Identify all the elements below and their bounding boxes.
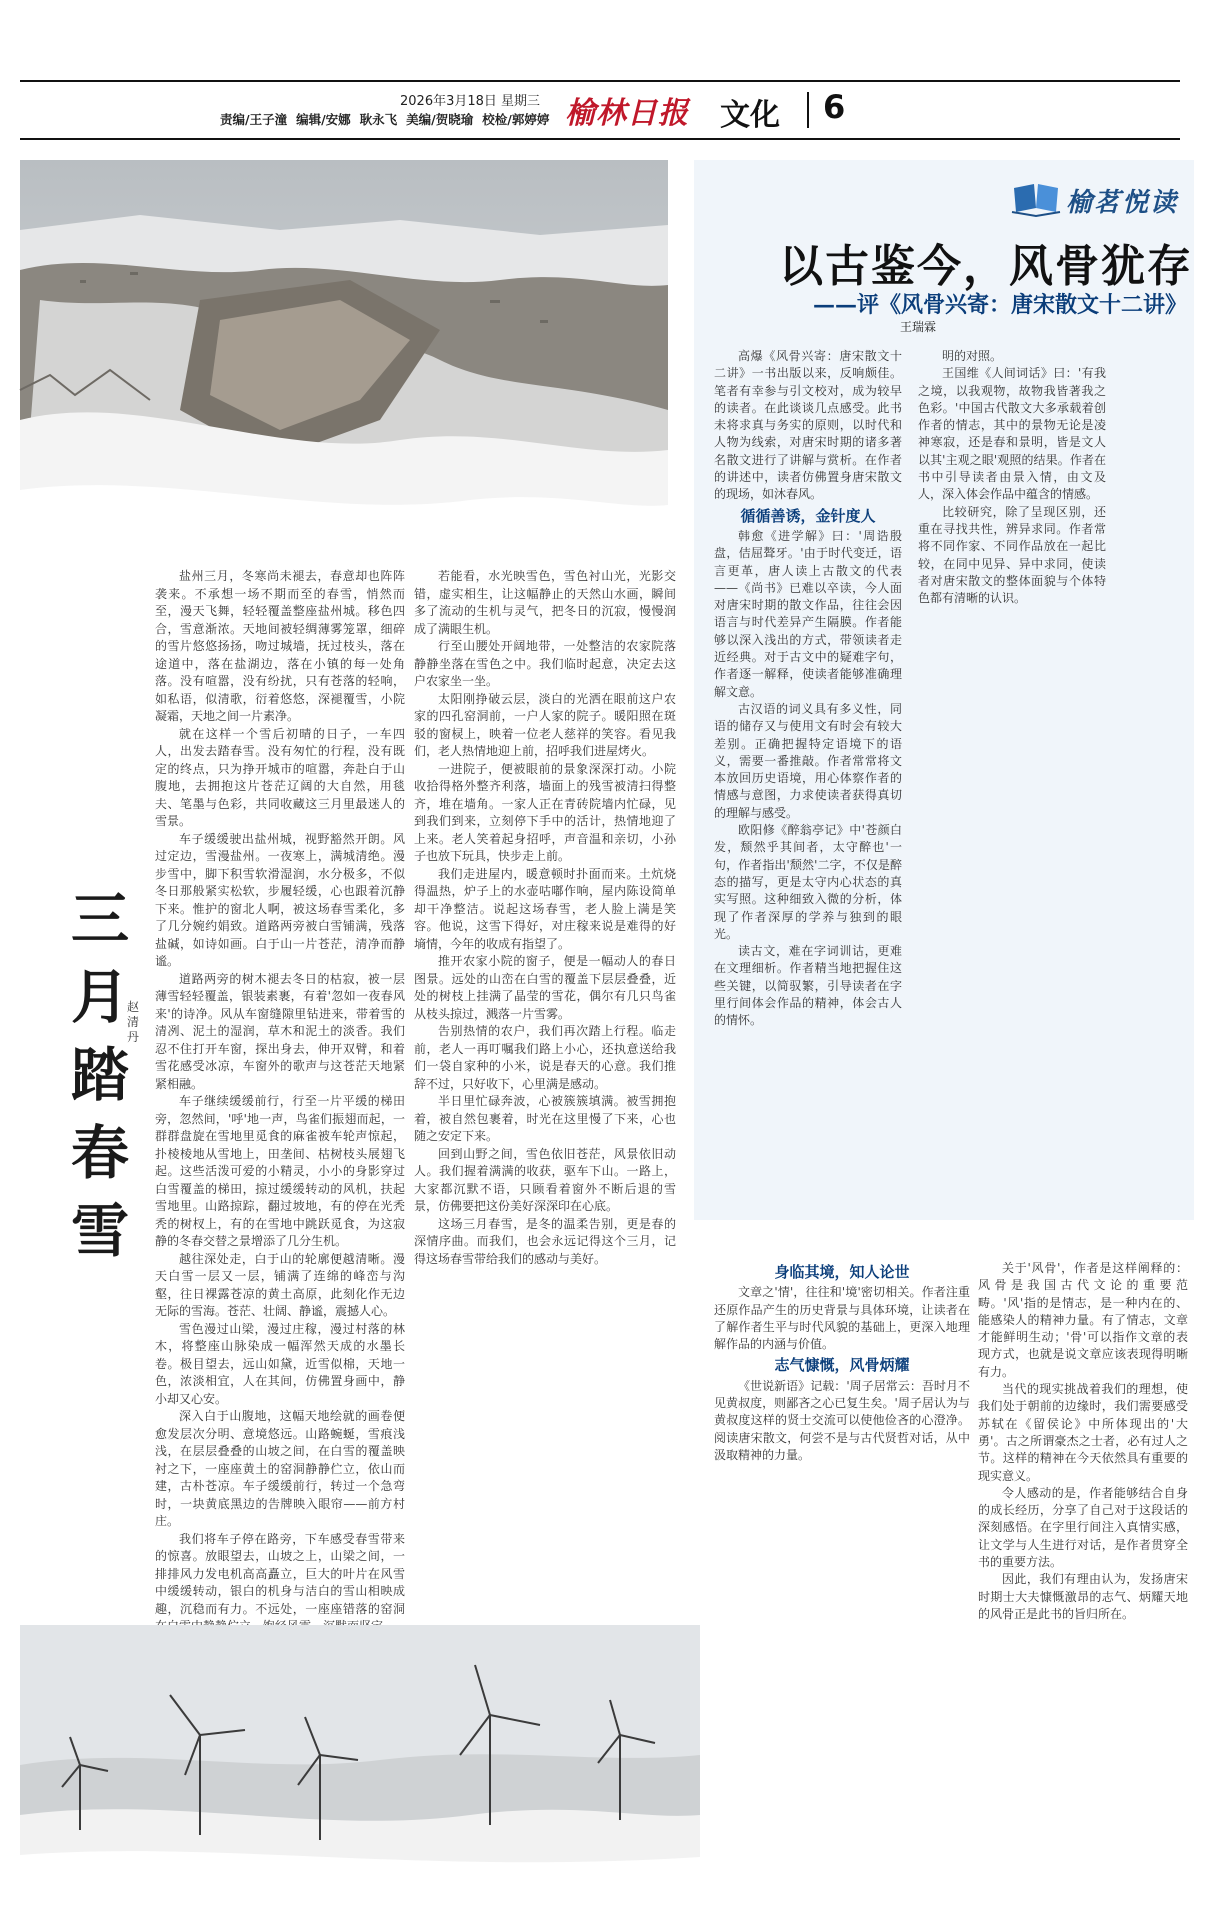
staff-credit: 责编/王子潼 xyxy=(220,112,288,127)
wind-turbines-illustration xyxy=(20,1625,700,1903)
story-paragraph: 我们走进屋内，暖意顿时扑面而来。土炕烧得温热，炉子上的水壶咕嘟作响，屋内陈设简单却干净整洁。说起这场春雪，老人脸上满是笑容。他说，这雪下得好，对庄稼来说是难得的好墒情，今年的收成有指望了。 xyxy=(414,866,676,951)
story-paragraph: 车子缓缓驶出盐州城，视野豁然开朗。风过定边，雪漫盐州。一夜寒上，满城清绝。漫步雪中，脚下积雪软滑湿润，水分极多，不似冬日那般紧实松软，步履轻缓，心也跟着沉静下来。惟护的窗北人啊，被这场春雪柔化，多了几分婉约娟致。道路两旁被白雪铺满，残落盐碱，如诗如画。白于山一片苍茫，清净而静谧。 xyxy=(155,831,405,968)
masthead-logo: 榆林日报 xyxy=(565,96,689,131)
header-rule-top xyxy=(20,80,1180,82)
main-story-title: 三月踏春雪 xyxy=(70,885,129,1265)
review-paragraph: 比较研究，除了呈现区别，还重在寻找共性，辨异求同。作者常将不同作家、不同作品放在一起比较，在同中见异、异中求同，使读者对唐宋散文的整体面貌与个体特色都有清晰的认识。 xyxy=(918,504,1106,606)
review-paragraph: 当代的现实挑战着我们的理想，使我们处于朝前的边缘时，我们需要感受苏轼在《留侯论》中所体现出的'大勇'。古之所谓豪杰之士者，必有过人之节。这样的精神在今天依然具有重要的现实意义。 xyxy=(978,1382,1188,1483)
review-subheading: 循循善诱，金针度人 xyxy=(740,506,876,525)
story-paragraph: 太阳刚挣破云层，淡白的光洒在眼前这户农家的四孔窑洞前，一户人家的院子。暖阳照在斑驳的窗棂上，映着一位老人慈祥的笑容。看见我们，老人热情地迎上前，招呼我们进屋烤火。 xyxy=(414,691,676,758)
review-paragraph: 高爆《风骨兴寄：唐宋散文十二讲》一书出版以来，反响颇佳。笔者有幸参与引文校对，成为较早的读者。在此谈谈几点感受。此书未将求真与务实的原则，以时代和人物为线索，对唐宋时期的诸多著名散文进行了讲解与赏析。在作者的讲述中，读者仿佛置身唐宋散文的现场，如沐春风。 xyxy=(714,349,902,502)
main-story-author: 赵清丹 xyxy=(126,1000,139,1044)
review-paragraph: 读古文，难在字词训诂，更难在文理细析。作者精当地把握住这些关键，以简驭繁，引导读者在字里行间体会作品的精神，体会古人的情怀。 xyxy=(714,944,902,1028)
review-paragraph: 文章之'情'，往往和'境'密切相关。作者注重还原作品产生的历史背景与具体环境，让读者在了解作者生平与时代风貌的基础上，更深入地理解作品的内涵与价值。 xyxy=(714,1285,970,1352)
review-paragraph: 欧阳修《醉翁亭记》中'苍颜白发，颓然乎其间者，太守醉也'一句，作者指出'颓然'二字，不仅是醉态的描写，更是太守内心状态的真实写照。这种细致入微的分析，体现了作者深厚的学养与独到的眼光。 xyxy=(714,823,902,941)
story-paragraph: 推开农家小院的窗子，便是一幅动人的春日图景。远处的山峦在白雪的覆盖下层层叠叠，近处的树枝上挂满了晶莹的雪花，偶尔有几只鸟雀从枝头掠过，溅落一片雪雾。 xyxy=(414,954,676,1021)
story-paragraph: 我们将车子停在路旁，下车感受春雪带来的惊喜。放眼望去，山坡之上，山梁之间，一排排风力发电机高高矗立，巨大的叶片在风雪中缓缓转动，银白的机身与洁白的雪山相映成趣，沉稳而有力。不远处，一座座错落的窑洞 xyxy=(155,1531,405,1616)
review-paragraph: 王国维《人间词话》曰：'有我之境，以我观物，故物我皆著我之色彩。'中国古代散文大多承载着创作者的情志，其中的景物无论是凌神寒寂，还是春和景明，皆是文人以其'主观之眼'观照的结果。作者在书中引导读者由景入情，由文及人，深入体会作品中蕴含的情感。 xyxy=(918,366,1106,502)
review-subtitle: ——评《风骨兴寄：唐宋散文十二讲》 xyxy=(812,292,1187,318)
story-paragraph: 告别热情的农户，我们再次踏上行程。临走前，老人一再叮嘱我们路上小心，还执意送给我们一袋自家种的小米，说是春天的心意。我们推辞不过，只好收下，心里满是感动。 xyxy=(414,1024,676,1091)
header-divider xyxy=(807,92,809,128)
book-icon xyxy=(1008,178,1064,218)
column-logo xyxy=(1008,178,1198,218)
column-logo-text: 榆茗悦读 xyxy=(1066,188,1179,218)
wind-turbine-snow-photo xyxy=(20,1625,700,1903)
review-subheading: 身临其境，知人论世 xyxy=(774,1263,910,1281)
staff-credits xyxy=(220,110,558,128)
story-paragraph: 行至山腰处开阔地带，一处整洁的农家院落静静坐落在雪色之中。我们临时起意，决定去这户农家坐一坐。 xyxy=(414,639,676,688)
story-paragraph: 回到山野之间，雪色依旧苍茫，风景依旧动人。我们握着满满的收获，驱车下山。一路上，大家都沉默不语，只顾看着窗外不断后退的雪景，仿佛要把这份美好深深印在心底。 xyxy=(414,1146,676,1213)
snow-landscape-photo xyxy=(20,160,668,560)
story-paragraph: 车子继续缓缓前行，行至一片平缓的梯田旁，忽然间，'呼'地一声，鸟雀们振翅而起，一群群盘旋在雪地里觅食的麻雀被车轮声惊起，扑棱棱地从雪地上，田垄间、枯树枝头展翅飞起。这些活泼可爱的小精灵，小小的身影穿过白雪覆盖的梯田，掠过缓缓转动的风机，扶起雪地里。山路掠踪，翻过坡地，有的停在光秃秃的树杈上，有的在雪地中跳跃觅食，为这寂静的冬春交替之景增添了几分生机。 xyxy=(155,1094,405,1248)
story-paragraph: 若能看，水光映雪色，雪色衬山光，光影交错，虚实相生，让这幅静止的天然山水画，瞬间多了流动的生机与灵气，把冬日的沉寂，慢慢润成了满眼生机。 xyxy=(414,569,676,636)
issue-date: 2026年3月18日 星期三 xyxy=(400,94,541,109)
header-rule-bottom xyxy=(20,138,1180,140)
review-column-4 xyxy=(978,1260,1188,1900)
review-paragraph: 韩愈《进学解》曰：'周诰殷盘，佶屈聱牙。'由于时代变迁，语言更革，唐人读上古散文的代表——《尚书》已难以卒读，今人面对唐宋时期的散文作品，往往会因语言与时代差异产生隔膜。作者能够以深入浅出的方式，带领读者走近经典。对于古文中的疑难字句，作者逐一解释，使读者能够准确理解文意。 xyxy=(714,528,902,699)
page-number: 6 xyxy=(823,88,846,126)
story-paragraph: 就在这样一个雪后初晴的日子，一车四人，出发去踏春雪。没有匆忙的行程，没有既定的终点，只为挣开城市的喧嚣，奔赴白于山腹地，去拥抱这片苍茫辽阔的大自然，用毯夫、笔墨与色彩，共同收藏这三月里最迷人的雪景。 xyxy=(155,726,405,828)
section-title: 文化 xyxy=(720,98,780,133)
review-paragraph: 古汉语的词义具有多义性，同语的储存又与使用文有时会有较大差别。正确把握特定语境下的语义，需要一番推敲。作者常常将文本放回历史语境，用心体察作者的情感与意图，力求使读者获得真切的理解与感受。 xyxy=(714,701,902,820)
story-paragraph: 一进院子，便被眼前的景象深深打动。小院收拾得格外整齐利落，墙面上的残雪被清扫得整齐，堆在墙角。一家人正在青砖院墙内忙碌，见到我们到来，立刻停下手中的活计，热情地迎了上来。老人笑着起身招呼，声音温和亲切，小孙子也放下玩具，快步走上前。 xyxy=(414,761,676,863)
review-paragraph: 《世说新语》记载：'周子居常云：吾时月不见黄叔度，则鄙吝之心已复生矣。'周子居认为与黄叔度这样的贤士交流可以使他俭吝的心澄净。阅读唐宋散文，何尝不是与古代贤哲对话，从中汲取精神的力量。 xyxy=(714,1378,970,1462)
staff-credit: 编辑/安娜 xyxy=(296,112,351,127)
staff-credit: 美编/贺晓瑜 xyxy=(406,112,474,127)
staff-credit: 耿永飞 xyxy=(359,112,398,127)
review-author: 王瑞霖 xyxy=(900,320,937,334)
main-story-column-1 xyxy=(155,568,405,1623)
story-paragraph: 盐州三月，冬寒尚未褪去，春意却也阵阵袭来。不承想一场不期而至的春雪，悄然而至，漫天飞舞，轻轻覆盖整座盐州城。移色四合，雪意渐浓。天地间被轻绸薄雾笼罩，细碎的雪片悠悠扬扬，吻过城墙，抚过枝头，落在途道中，落在盐湖边，落在小镇的每一处角落。没有喧嚣，没有纷扰，只有苍落的轻响，如私语，似清歌，衍着悠悠，深褪覆雪，小院凝霜，天地之间一片素净。 xyxy=(155,569,405,723)
snow-hills-illustration xyxy=(20,160,668,560)
review-column-2 xyxy=(918,348,1106,1248)
story-paragraph: 这场三月春雪，是冬的温柔告别，更是春的深情序曲。而我们，也会永远记得这个三月，记得这场春雪带给我们的感动与美好。 xyxy=(414,1216,676,1266)
review-paragraph: 明的对照。 xyxy=(942,349,1003,363)
review-title: 以古鉴今，风骨犹存 xyxy=(779,241,1193,292)
story-paragraph: 越往深处走，白于山的轮廓便越清晰。漫天白雪一层又一层，铺满了连绵的峰峦与沟壑，往日裸露苍凉的黄土高原，此刻化作无边无际的雪海。苍茫、壮阔、静谧，震撼人心。 xyxy=(155,1251,405,1318)
story-paragraph: 雪色漫过山梁，漫过庄稼，漫过村落的林木，将整座山脉染成一幅浑然天成的水墨长卷。极目望去，远山如黛，近雪似棉，天地一色，浓淡相宜，人在其间，仿佛置身画中，静小却又心安。 xyxy=(155,1321,405,1406)
main-story-column-2 xyxy=(414,568,676,1623)
review-paragraph: 关于'风骨'，作者是这样阐释的：风骨是我国古代文论的重要范畴。'风'指的是情志，是一种内在的、能感染人的精神力量。有了情志，文章才能鲜明生动；'骨'可以指作文章的表现方式，也就是说文章应该表现得明晰有力。 xyxy=(978,1261,1188,1379)
review-column-1 xyxy=(714,348,902,1248)
story-paragraph: 半日里忙碌奔波，心被簇簇填满。被雪拥抱着，被自然包裹着，时光在这里慢了下来，心也随之安定下来。 xyxy=(414,1094,676,1143)
story-paragraph: 深入白于山腹地，这幅天地绘就的画卷便愈发层次分明、意境悠远。山路蜿蜒，雪痕浅浅，在层层叠叠的山坡之间，在白雪的覆盖映衬之下，一座座黄土的窑洞静静伫立，依山而建，古朴苍凉。车子缓缓前行，转过一个急弯时，一块黄底黑边的告牌映入眼帘——前方村庄。 xyxy=(155,1409,405,1528)
review-column-3 xyxy=(714,1260,970,1900)
review-paragraph: 令人感动的是，作者能够结合自身的成长经历，分享了自己对于这段话的深刻感悟。在字里行间注入真情实感，让文学与人生进行对话，是作者贯穿全书的重要方法。 xyxy=(978,1485,1188,1570)
page-header xyxy=(20,80,1180,140)
story-paragraph: 道路两旁的树木褪去冬日的枯寂，被一层薄雪轻轻覆盖，银装素裹，有着'忽如一夜春风来'的诗净。风从车窗缝隙里钻进来，带着雪的清冽、泥土的湿润，草木和泥土的淡香。我们忍不住打开车窗，探出身去，伸开双臂，和着雪花感受冰凉，车窗外的歌声与这苍茫天地紧紧相融。 xyxy=(155,971,405,1091)
staff-credit: 校检/郭婷婷 xyxy=(482,112,550,127)
review-paragraph: 因此，我们有理由认为，发扬唐宋时期士大夫慷慨激昂的志气、炳耀天地的风骨正是此书的旨归所在。 xyxy=(978,1572,1188,1621)
review-subheading: 志气慷慨，风骨炳耀 xyxy=(774,1356,910,1375)
